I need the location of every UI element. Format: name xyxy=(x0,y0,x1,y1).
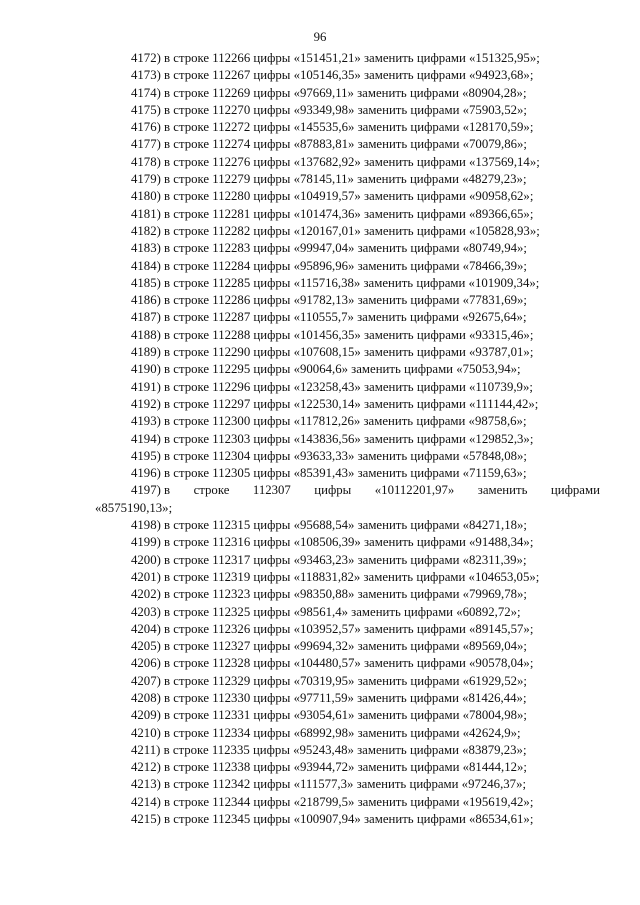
list-item: 4191) в строке 112296 цифры «123258,43» заменить цифрами «110739,9»; xyxy=(131,379,533,394)
list-item: 4187) в строке 112287 цифры «110555,7» заменить цифрами «92675,64»; xyxy=(131,310,527,325)
list-item: 4176) в строке 112272 цифры «145535,6» заменить цифрами «128170,59»; xyxy=(131,120,534,135)
list-item: 4188) в строке 112288 цифры «101456,35» заменить цифрами «93315,46»; xyxy=(131,327,534,342)
list-item: 4210) в строке 112334 цифры «68992,98» заменить цифрами «42624,9»; xyxy=(131,725,521,740)
list-item: 4181) в строке 112281 цифры «101474,36» заменить цифрами «89366,65»; xyxy=(131,206,534,221)
list-item: 4209) в строке 112331 цифры «93054,61» заменить цифрами «78004,98»; xyxy=(131,708,527,723)
word: 112307 xyxy=(252,483,291,498)
list-item: 4185) в строке 112285 цифры «115716,38» заменить цифрами «101909,34»; xyxy=(131,275,540,290)
list-item: 4194) в строке 112303 цифры «143836,56» заменить цифрами «129852,3»; xyxy=(131,431,534,446)
list-item: 4205) в строке 112327 цифры «99694,32» заменить цифрами «89569,04»; xyxy=(131,639,527,654)
list-item: 4174) в строке 112269 цифры «97669,11» заменить цифрами «80904,28»; xyxy=(131,85,527,100)
list-item: 4215) в строке 112345 цифры «100907,94» заменить цифрами «86534,61»; xyxy=(131,812,534,827)
list-item: 4213) в строке 112342 цифры «111577,3» заменить цифрами «97246,37»; xyxy=(131,777,527,792)
list-item: 4200) в строке 112317 цифры «93463,23» заменить цифрами «82311,39»; xyxy=(131,552,527,567)
list-item: 4201) в строке 112319 цифры «118831,82» заменить цифрами «104653,05»; xyxy=(131,569,540,584)
list-item: 4196) в строке 112305 цифры «85391,43» заменить цифрами «71159,63»; xyxy=(131,466,527,481)
list-item: 4190) в строке 112295 цифры «90064,6» заменить цифрами «75053,94»; xyxy=(131,362,521,377)
list-item: 4172) в строке 112266 цифры «151451,21» заменить цифрами «151325,95»; xyxy=(131,51,540,65)
list-item: 4175) в строке 112270 цифры «93349,98» заменить цифрами «75903,52»; xyxy=(131,102,527,117)
list-item: 4184) в строке 112284 цифры «95896,96» заменить цифрами «78466,39»; xyxy=(131,258,527,273)
list-item: 4192) в строке 112297 цифры «122530,14» заменить цифрами «111144,42»; xyxy=(131,396,539,411)
list-item: 4212) в строке 112338 цифры «93944,72» заменить цифрами «81444,12»; xyxy=(131,760,527,775)
page-number: 96 xyxy=(313,30,327,44)
list-item: 4214) в строке 112344 цифры «218799,5» заменить цифрами «195619,42»; xyxy=(131,794,534,809)
list-item: 4206) в строке 112328 цифры «104480,57» заменить цифрами «90578,04»; xyxy=(131,656,534,671)
list-item: 4189) в строке 112290 цифры «107608,15» заменить цифрами «93787,01»; xyxy=(131,345,534,360)
word: цифры xyxy=(314,483,352,498)
list-item: 4173) в строке 112267 цифры «105146,35» заменить цифрами «94923,68»; xyxy=(131,68,534,83)
list-item: 4177) в строке 112274 цифры «87883,81» заменить цифрами «70079,86»; xyxy=(131,137,527,152)
list-item: 4195) в строке 112304 цифры «93633,33» заменить цифрами «57848,08»; xyxy=(131,448,527,463)
list-item: 4193) в строке 112300 цифры «117812,26» заменить цифрами «98758,6»; xyxy=(131,414,527,429)
list-item: 4211) в строке 112335 цифры «95243,48» заменить цифрами «83879,23»; xyxy=(131,742,527,757)
list-item: 4186) в строке 112286 цифры «91782,13» заменить цифрами «77831,69»; xyxy=(131,293,527,308)
list-item: 4178) в строке 112276 цифры «137682,92» заменить цифрами «137569,14»; xyxy=(131,154,540,169)
list-item: 4182) в строке 112282 цифры «120167,01» заменить цифрами «105828,93»; xyxy=(131,223,540,238)
list-item-continuation: «8575190,13»; xyxy=(95,500,173,515)
list-item-wrapped xyxy=(95,482,600,499)
list-item: 4208) в строке 112330 цифры «97711,59» заменить цифрами «81426,44»; xyxy=(131,690,527,705)
word: цифрами xyxy=(550,483,600,498)
list-item: 4180) в строке 112280 цифры «104919,57» заменить цифрами «90958,62»; xyxy=(131,189,534,204)
word: «10112201,97» xyxy=(374,483,455,498)
word: строке xyxy=(193,483,230,498)
word: 4197) в xyxy=(131,483,171,498)
list-item: 4183) в строке 112283 цифры «99947,04» заменить цифрами «80749,94»; xyxy=(131,241,527,256)
word: заменить xyxy=(477,483,528,498)
list-item: 4198) в строке 112315 цифры «95688,54» заменить цифрами «84271,18»; xyxy=(131,518,527,533)
list-item: 4179) в строке 112279 цифры «78145,11» заменить цифрами «48279,23»; xyxy=(131,172,527,187)
list-item: 4207) в строке 112329 цифры «70319,95» заменить цифрами «61929,52»; xyxy=(131,673,527,688)
list-item: 4202) в строке 112323 цифры «98350,88» заменить цифрами «79969,78»; xyxy=(131,587,527,602)
amendment-list xyxy=(95,50,600,828)
list-item: 4199) в строке 112316 цифры «108506,39» заменить цифрами «91488,34»; xyxy=(131,535,534,550)
list-item: 4203) в строке 112325 цифры «98561,4» заменить цифрами «60892,72»; xyxy=(131,604,521,619)
list-item: 4204) в строке 112326 цифры «103952,57» заменить цифрами «89145,57»; xyxy=(131,621,534,636)
